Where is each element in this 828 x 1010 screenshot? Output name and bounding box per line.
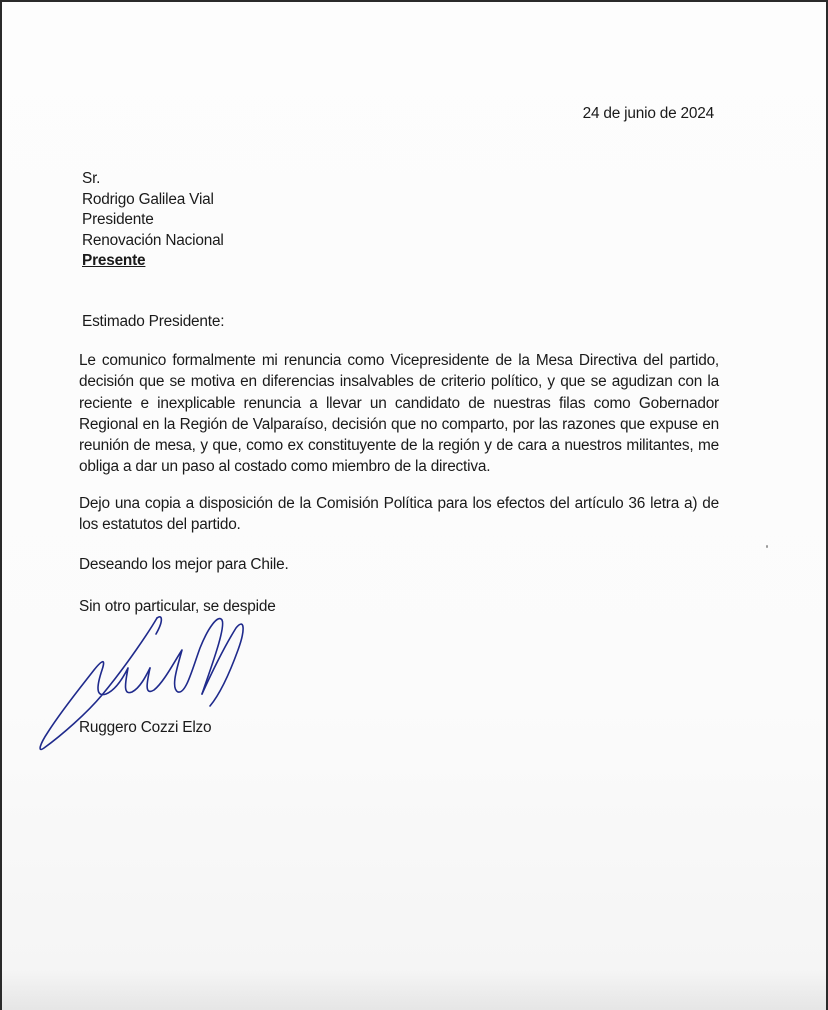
body-paragraph-copy-notice: Dejo una copia a disposición de la Comisión Política para los efectos del artículo 36 letra a) de los estatutos del partido. bbox=[79, 495, 719, 534]
recipient-organization: Renovación Nacional bbox=[82, 231, 224, 249]
scan-shadow bbox=[2, 970, 826, 1010]
recipient-position: Presidente bbox=[82, 211, 154, 228]
recipient-honorific: Sr. bbox=[82, 170, 101, 187]
handwritten-signature bbox=[32, 610, 272, 760]
signer-name: Ruggero Cozzi Elzo bbox=[79, 719, 212, 736]
closing-line: Sin otro particular, se despide bbox=[79, 598, 276, 615]
letter-date: 24 de junio de 2024 bbox=[582, 105, 714, 122]
recipient-presente: Presente bbox=[82, 252, 146, 269]
salutation: Estimado Presidente: bbox=[82, 313, 225, 330]
recipient-name: Rodrigo Galilea Vial bbox=[82, 190, 214, 208]
recipient-block bbox=[82, 169, 224, 272]
scan-speck bbox=[766, 545, 768, 548]
letter-page bbox=[2, 2, 826, 1010]
body-paragraph-wishes: Deseando los mejor para Chile. bbox=[79, 556, 289, 573]
body-paragraph-resignation: Le comunico formalmente mi renuncia como Vicepresidente de la Mesa Directiva del partido, decisión que se motiva en diferencias insalvables de criterio político, y que se agudizan con la reciente e inexplicable renuncia a llevar un candidato de nuestras filas como Gobernador Regional en la Región de Valparaíso, decisión que no comparto, por las razones que expuse en reunión de mesa, y que, como ex constituyente de la región y de cara a nuestros militantes, me obliga a dar un paso al costado como miembro de la directiva. bbox=[79, 352, 719, 476]
